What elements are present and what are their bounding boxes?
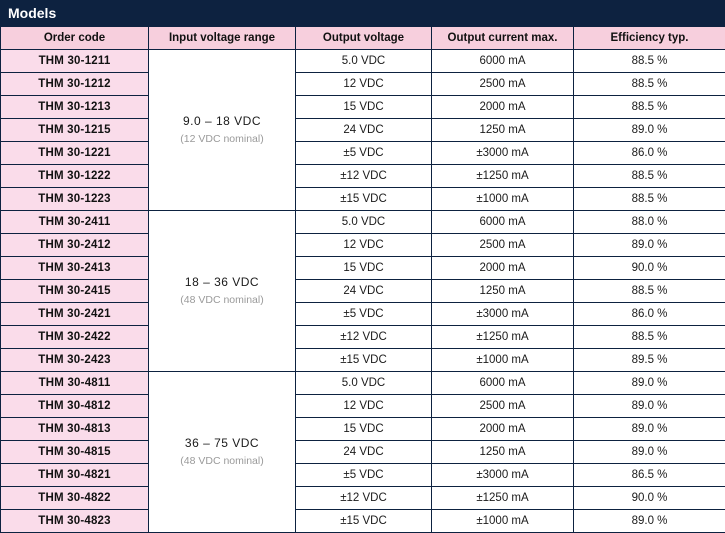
table-row — [1, 510, 725, 533]
cell-order-code: THM 30-2421 — [1, 303, 149, 326]
cell-order-code: THM 30-2411 — [1, 211, 149, 234]
table-header-row — [1, 27, 725, 50]
cell-output-current-max: 6000 mA — [432, 211, 574, 234]
cell-efficiency-typ: 88.5 % — [574, 326, 725, 349]
column-header-input-voltage-range: Input voltage range — [149, 27, 296, 50]
table-row — [1, 487, 725, 510]
cell-output-voltage: 15 VDC — [296, 418, 432, 441]
input-range-value: 36 – 75 VDC — [149, 435, 295, 452]
cell-efficiency-typ: 88.5 % — [574, 165, 725, 188]
cell-output-current-max: ±1250 mA — [432, 326, 574, 349]
table-row — [1, 165, 725, 188]
cell-output-current-max: 6000 mA — [432, 50, 574, 73]
cell-output-voltage: 15 VDC — [296, 96, 432, 119]
cell-output-current-max: 2500 mA — [432, 395, 574, 418]
table-row — [1, 142, 725, 165]
models-table — [0, 26, 725, 533]
table-row — [1, 418, 725, 441]
table-row — [1, 73, 725, 96]
cell-order-code: THM 30-1223 — [1, 188, 149, 211]
cell-output-voltage: 15 VDC — [296, 257, 432, 280]
cell-efficiency-typ: 86.0 % — [574, 142, 725, 165]
table-row — [1, 188, 725, 211]
cell-output-current-max: 1250 mA — [432, 280, 574, 303]
cell-efficiency-typ: 90.0 % — [574, 487, 725, 510]
cell-output-voltage: ±5 VDC — [296, 464, 432, 487]
cell-output-voltage: 12 VDC — [296, 234, 432, 257]
cell-output-current-max: 2000 mA — [432, 257, 574, 280]
cell-order-code: THM 30-2415 — [1, 280, 149, 303]
cell-output-current-max: 2000 mA — [432, 96, 574, 119]
cell-efficiency-typ: 86.0 % — [574, 303, 725, 326]
cell-output-voltage: 5.0 VDC — [296, 211, 432, 234]
cell-efficiency-typ: 89.0 % — [574, 372, 725, 395]
cell-output-current-max: ±1000 mA — [432, 188, 574, 211]
cell-output-voltage: 24 VDC — [296, 119, 432, 142]
cell-efficiency-typ: 89.0 % — [574, 418, 725, 441]
page-title: Models — [8, 5, 56, 21]
cell-output-voltage: 12 VDC — [296, 395, 432, 418]
cell-order-code: THM 30-4823 — [1, 510, 149, 533]
cell-output-current-max: 2500 mA — [432, 73, 574, 96]
cell-output-current-max: 6000 mA — [432, 372, 574, 395]
cell-order-code: THM 30-4813 — [1, 418, 149, 441]
cell-input-voltage-range — [149, 211, 296, 372]
cell-output-current-max: ±3000 mA — [432, 303, 574, 326]
cell-order-code: THM 30-4821 — [1, 464, 149, 487]
cell-order-code: THM 30-1221 — [1, 142, 149, 165]
cell-output-current-max: 2000 mA — [432, 418, 574, 441]
cell-output-voltage: 24 VDC — [296, 441, 432, 464]
table-row — [1, 257, 725, 280]
input-range-value: 18 – 36 VDC — [149, 274, 295, 291]
table-body — [1, 50, 725, 533]
table-row — [1, 395, 725, 418]
column-header-output-current-max: Output current max. — [432, 27, 574, 50]
input-range-nominal: (48 VDC nominal) — [149, 454, 295, 469]
cell-output-current-max: ±3000 mA — [432, 464, 574, 487]
cell-order-code: THM 30-1213 — [1, 96, 149, 119]
cell-order-code: THM 30-2412 — [1, 234, 149, 257]
cell-output-current-max: ±1250 mA — [432, 487, 574, 510]
cell-output-current-max: ±1250 mA — [432, 165, 574, 188]
cell-order-code: THM 30-2422 — [1, 326, 149, 349]
input-range-nominal: (48 VDC nominal) — [149, 293, 295, 308]
cell-efficiency-typ: 88.5 % — [574, 188, 725, 211]
cell-output-current-max: ±1000 mA — [432, 349, 574, 372]
column-header-efficiency-typ: Efficiency typ. — [574, 27, 725, 50]
cell-output-voltage: ±15 VDC — [296, 510, 432, 533]
cell-efficiency-typ: 89.5 % — [574, 349, 725, 372]
table-row — [1, 280, 725, 303]
table-row — [1, 303, 725, 326]
cell-output-voltage: 5.0 VDC — [296, 50, 432, 73]
table-row — [1, 50, 725, 73]
cell-output-voltage: ±12 VDC — [296, 165, 432, 188]
cell-output-voltage: ±5 VDC — [296, 142, 432, 165]
cell-input-voltage-range — [149, 50, 296, 211]
cell-efficiency-typ: 88.5 % — [574, 73, 725, 96]
cell-output-current-max: ±3000 mA — [432, 142, 574, 165]
cell-output-voltage: 5.0 VDC — [296, 372, 432, 395]
cell-order-code: THM 30-4812 — [1, 395, 149, 418]
cell-order-code: THM 30-1215 — [1, 119, 149, 142]
table-row — [1, 464, 725, 487]
cell-order-code: THM 30-4822 — [1, 487, 149, 510]
table-row — [1, 441, 725, 464]
table-row — [1, 349, 725, 372]
cell-output-voltage: ±15 VDC — [296, 349, 432, 372]
cell-efficiency-typ: 88.0 % — [574, 211, 725, 234]
cell-order-code: THM 30-1222 — [1, 165, 149, 188]
column-header-output-voltage: Output voltage — [296, 27, 432, 50]
input-range-nominal: (12 VDC nominal) — [149, 132, 295, 147]
cell-output-voltage: 12 VDC — [296, 73, 432, 96]
page-title-bar — [0, 0, 725, 26]
cell-efficiency-typ: 89.0 % — [574, 395, 725, 418]
table-row — [1, 211, 725, 234]
cell-order-code: THM 30-2413 — [1, 257, 149, 280]
cell-order-code: THM 30-2423 — [1, 349, 149, 372]
column-header-order-code: Order code — [1, 27, 149, 50]
table-row — [1, 326, 725, 349]
cell-efficiency-typ: 88.5 % — [574, 96, 725, 119]
cell-efficiency-typ: 89.0 % — [574, 510, 725, 533]
cell-efficiency-typ: 86.5 % — [574, 464, 725, 487]
table-row — [1, 372, 725, 395]
table-row — [1, 119, 725, 142]
cell-output-current-max: 1250 mA — [432, 119, 574, 142]
cell-output-voltage: ±12 VDC — [296, 487, 432, 510]
cell-output-current-max: 2500 mA — [432, 234, 574, 257]
input-range-value: 9.0 – 18 VDC — [149, 113, 295, 130]
cell-output-voltage: ±5 VDC — [296, 303, 432, 326]
table-row — [1, 234, 725, 257]
cell-efficiency-typ: 89.0 % — [574, 441, 725, 464]
cell-efficiency-typ: 90.0 % — [574, 257, 725, 280]
cell-efficiency-typ: 88.5 % — [574, 280, 725, 303]
cell-output-voltage: 24 VDC — [296, 280, 432, 303]
cell-order-code: THM 30-4811 — [1, 372, 149, 395]
cell-output-voltage: ±15 VDC — [296, 188, 432, 211]
cell-order-code: THM 30-1212 — [1, 73, 149, 96]
table-row — [1, 96, 725, 119]
cell-efficiency-typ: 88.5 % — [574, 50, 725, 73]
table-head — [1, 27, 725, 50]
cell-efficiency-typ: 89.0 % — [574, 119, 725, 142]
cell-output-voltage: ±12 VDC — [296, 326, 432, 349]
cell-order-code: THM 30-1211 — [1, 50, 149, 73]
cell-efficiency-typ: 89.0 % — [574, 234, 725, 257]
cell-output-current-max: 1250 mA — [432, 441, 574, 464]
cell-order-code: THM 30-4815 — [1, 441, 149, 464]
cell-input-voltage-range — [149, 372, 296, 533]
cell-output-current-max: ±1000 mA — [432, 510, 574, 533]
